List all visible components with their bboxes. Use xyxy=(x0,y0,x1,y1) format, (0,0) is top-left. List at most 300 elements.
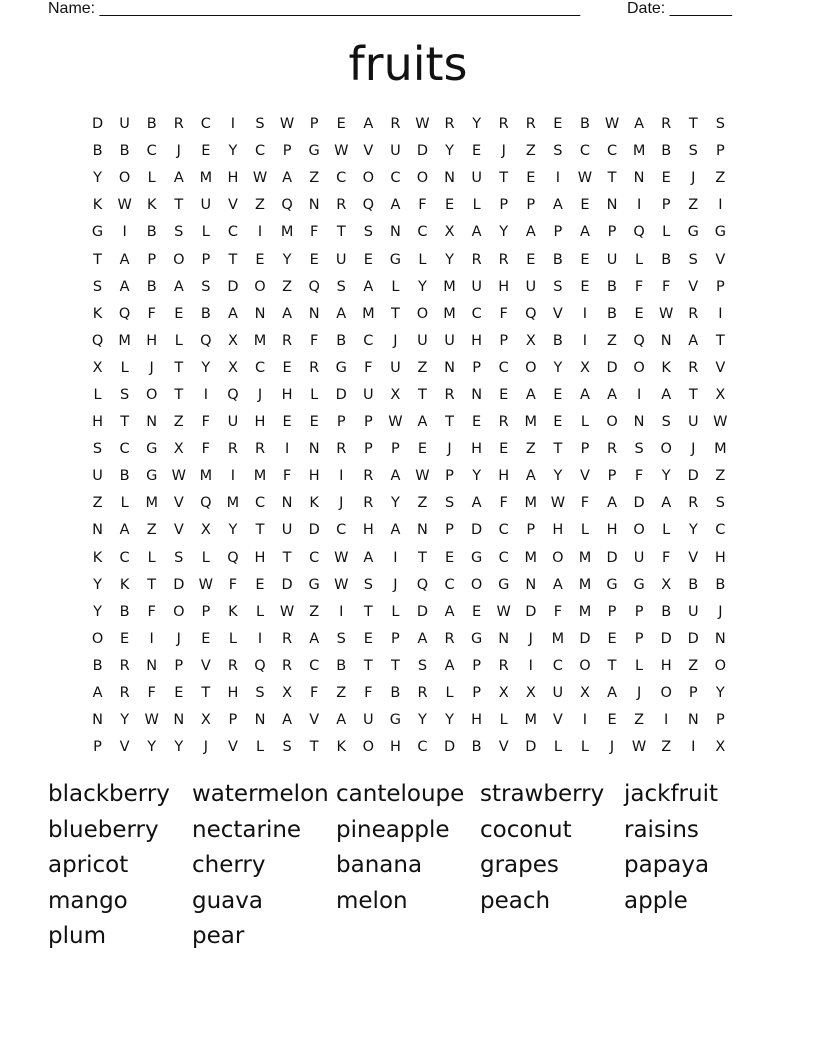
grid-letter: O xyxy=(633,359,645,376)
grid-letter: U xyxy=(552,685,564,702)
grid-letter: J xyxy=(203,739,208,756)
grid-letter: Y xyxy=(688,522,698,539)
grid-letter: S xyxy=(92,278,103,295)
grid-letter: Z xyxy=(525,143,536,160)
grid-letter: H xyxy=(714,549,726,566)
grid-letter: Y xyxy=(661,468,671,485)
word-bank-item: pineapple xyxy=(336,816,450,843)
grid-letter: N xyxy=(308,441,320,458)
grid-letter: M xyxy=(524,549,538,566)
grid-letter: I xyxy=(664,712,669,729)
grid-letter: D xyxy=(173,576,185,593)
grid-letter: E xyxy=(553,414,563,431)
grid-letter: R xyxy=(525,116,536,133)
word-bank-item: pear xyxy=(192,923,245,950)
grid-letter: B xyxy=(552,332,563,349)
grid-letter: O xyxy=(362,170,375,187)
grid-letter: S xyxy=(282,739,292,756)
grid-letter: D xyxy=(606,359,618,376)
grid-letter: N xyxy=(389,224,401,241)
grid-letter: D xyxy=(416,143,429,160)
grid-letter: L xyxy=(635,251,644,268)
grid-letter: P xyxy=(93,739,102,756)
grid-letter: Q xyxy=(254,657,266,674)
grid-letter: M xyxy=(578,576,592,593)
grid-letter: A xyxy=(525,224,536,241)
grid-letter: H xyxy=(498,278,510,295)
grid-letter: V xyxy=(200,657,211,674)
grid-letter: A xyxy=(363,278,374,295)
grid-letter: R xyxy=(606,441,618,458)
grid-letter: T xyxy=(228,251,238,268)
grid-letter: P xyxy=(363,414,373,431)
grid-letter: F xyxy=(662,549,671,566)
grid-row xyxy=(84,382,734,409)
grid-letter: I xyxy=(284,441,290,458)
grid-letter: X xyxy=(525,332,536,349)
grid-letter: X xyxy=(579,359,590,376)
grid-letter: P xyxy=(499,332,509,349)
grid-letter: A xyxy=(417,630,428,647)
grid-letter: W xyxy=(388,414,403,431)
grid-letter: R xyxy=(688,495,699,512)
grid-letter: T xyxy=(445,414,454,431)
grid-letter: M xyxy=(551,630,565,647)
grid-letter: N xyxy=(444,359,455,376)
grid-letter: Y xyxy=(120,712,130,729)
grid-letter: S xyxy=(363,576,373,593)
grid-letter: Q xyxy=(416,576,429,593)
grid-letter: S xyxy=(363,224,373,241)
grid-letter: P xyxy=(445,522,454,539)
grid-letter: F xyxy=(309,685,319,702)
grid-row xyxy=(84,463,734,490)
grid-letter: I xyxy=(582,305,588,322)
grid-letter: S xyxy=(553,143,563,160)
grid-letter: H xyxy=(254,414,266,431)
grid-letter: D xyxy=(227,278,239,295)
grid-letter: E xyxy=(472,143,482,160)
grid-letter: S xyxy=(92,441,103,458)
grid-letter: Q xyxy=(362,197,375,214)
grid-row xyxy=(84,165,734,192)
grid-letter: C xyxy=(579,143,590,160)
grid-letter: I xyxy=(718,197,723,214)
grid-letter: C xyxy=(363,332,374,349)
grid-letter: O xyxy=(145,386,158,403)
grid-row xyxy=(84,436,734,463)
grid-letter: S xyxy=(120,386,130,403)
grid-row xyxy=(84,111,734,138)
grid-letter: C xyxy=(471,305,482,322)
grid-letter: Y xyxy=(93,576,102,593)
grid-letter: D xyxy=(416,603,429,620)
grid-letter: E xyxy=(120,630,130,647)
grid-letter: O xyxy=(714,657,727,674)
grid-letter: T xyxy=(363,603,373,620)
grid-letter: Z xyxy=(255,197,265,214)
grid-letter: X xyxy=(92,359,103,376)
grid-letter: E xyxy=(580,278,590,295)
grid-letter: I xyxy=(339,603,344,620)
grid-letter: R xyxy=(363,495,374,512)
grid-letter: F xyxy=(147,305,156,322)
grid-letter: S xyxy=(255,116,265,133)
grid-letter: A xyxy=(471,495,482,512)
grid-letter: O xyxy=(525,359,537,376)
grid-letter: R xyxy=(444,630,455,647)
grid-letter: K xyxy=(309,495,319,512)
grid-letter: R xyxy=(336,197,347,214)
grid-row xyxy=(84,734,734,761)
grid-letter: A xyxy=(607,495,617,512)
grid-letter: S xyxy=(336,630,346,647)
grid-letter: L xyxy=(635,657,644,674)
grid-letter: P xyxy=(282,143,292,160)
grid-row xyxy=(84,545,734,572)
grid-letter: U xyxy=(471,278,482,295)
grid-letter: Y xyxy=(715,685,725,702)
grid-letter: N xyxy=(714,630,726,647)
grid-letter: E xyxy=(201,630,211,647)
grid-letter: I xyxy=(636,386,642,403)
grid-letter: X xyxy=(579,685,590,702)
grid-letter: S xyxy=(174,224,184,241)
grid-letter: A xyxy=(390,468,401,485)
grid-letter: T xyxy=(120,414,130,431)
grid-letter: D xyxy=(471,522,483,539)
grid-letter: N xyxy=(687,712,699,729)
grid-letter: M xyxy=(118,332,131,349)
grid-letter: W xyxy=(334,143,349,160)
grid-letter: Z xyxy=(715,170,726,187)
grid-letter: C xyxy=(254,359,266,376)
word-bank-item: blueberry xyxy=(48,816,159,843)
grid-letter: A xyxy=(119,278,130,295)
grid-letter: C xyxy=(390,170,401,187)
grid-letter: S xyxy=(255,685,265,702)
grid-letter: E xyxy=(472,414,482,431)
page-title: fruits xyxy=(348,37,468,91)
grid-letter: C xyxy=(336,522,347,539)
grid-letter: S xyxy=(688,251,698,268)
grid-letter: T xyxy=(418,386,427,403)
grid-letter: M xyxy=(714,441,727,458)
grid-letter: P xyxy=(526,197,536,214)
grid-letter: V xyxy=(227,197,238,214)
grid-letter: U xyxy=(606,251,618,268)
grid-letter: G xyxy=(471,630,483,647)
grid-letter: I xyxy=(718,305,723,322)
grid-letter: J xyxy=(257,386,263,403)
grid-letter: C xyxy=(227,224,238,241)
grid-letter: F xyxy=(634,278,644,295)
grid-letter: Q xyxy=(633,332,645,349)
grid-letter: Z xyxy=(634,712,645,729)
grid-letter: A xyxy=(661,495,672,512)
grid-letter: M xyxy=(362,305,375,322)
grid-letter: E xyxy=(634,305,644,322)
grid-letter: E xyxy=(174,305,184,322)
grid-letter: E xyxy=(444,197,455,214)
grid-letter: U xyxy=(525,278,537,295)
grid-letter: D xyxy=(525,603,537,620)
grid-letter: C xyxy=(715,522,726,539)
grid-letter: C xyxy=(444,576,455,593)
grid-letter: V xyxy=(173,495,184,512)
word-bank-item: raisins xyxy=(624,816,699,843)
grid-letter: L xyxy=(93,386,102,403)
grid-letter: O xyxy=(173,603,185,620)
grid-letter: W xyxy=(171,468,186,485)
grid-letter: Q xyxy=(200,332,212,349)
grid-letter: E xyxy=(607,630,617,647)
grid-letter: H xyxy=(552,522,564,539)
word-bank-item: guava xyxy=(192,887,263,914)
word-bank-item: apricot xyxy=(48,852,129,879)
grid-letter: P xyxy=(715,278,725,295)
grid-letter: G xyxy=(146,468,158,485)
grid-letter: W xyxy=(279,603,295,620)
grid-letter: Y xyxy=(93,170,102,187)
grid-letter: X xyxy=(498,685,509,702)
grid-letter: Y xyxy=(445,251,454,268)
grid-letter: R xyxy=(282,332,293,349)
grid-letter: U xyxy=(200,197,212,214)
grid-letter: H xyxy=(606,522,618,539)
word-bank-item: canteloupe xyxy=(336,781,465,807)
grid-letter: E xyxy=(526,251,536,268)
grid-letter: R xyxy=(282,657,293,674)
grid-letter: U xyxy=(444,332,455,349)
grid-letter: E xyxy=(580,197,590,214)
grid-letter: N xyxy=(471,386,483,403)
grid-letter: J xyxy=(691,441,696,458)
grid-letter: H xyxy=(660,657,672,674)
grid-letter: C xyxy=(309,657,320,674)
grid-letter: W xyxy=(631,739,647,756)
grid-letter: B xyxy=(607,278,617,295)
grid-letter: A xyxy=(227,305,238,322)
grid-letter: G xyxy=(498,576,510,593)
grid-letter: T xyxy=(499,170,509,187)
grid-letter: Z xyxy=(715,468,726,485)
grid-letter: F xyxy=(201,441,211,458)
word-bank-item: apple xyxy=(624,887,688,914)
grid-row xyxy=(84,355,734,382)
grid-letter: Y xyxy=(445,712,454,729)
grid-letter: Z xyxy=(309,170,320,187)
grid-letter: T xyxy=(390,305,400,322)
grid-letter: Y xyxy=(499,224,509,241)
grid-letter: I xyxy=(555,170,560,187)
grid-letter: O xyxy=(91,630,104,647)
grid-letter: F xyxy=(662,278,671,295)
grid-letter: M xyxy=(199,468,213,485)
grid-letter: H xyxy=(389,739,401,756)
word-bank-item: plum xyxy=(48,923,106,950)
grid-letter: V xyxy=(363,143,374,160)
grid-letter: Y xyxy=(553,468,563,485)
grid-letter: E xyxy=(499,386,509,403)
grid-letter: B xyxy=(119,143,130,160)
grid-letter: N xyxy=(92,522,103,539)
grid-letter: R xyxy=(363,468,374,485)
grid-letter: X xyxy=(200,712,211,729)
grid-letter: N xyxy=(308,197,320,214)
grid-letter: A xyxy=(119,522,130,539)
grid-letter: E xyxy=(309,414,319,431)
grid-letter: B xyxy=(661,603,672,620)
grid-letter: Y xyxy=(418,278,427,295)
grid-letter: T xyxy=(93,251,102,268)
grid-letter: I xyxy=(149,630,154,647)
grid-letter: J xyxy=(501,143,506,160)
name-line: Name: ______________________________________________________ xyxy=(48,0,581,17)
grid-letter: S xyxy=(661,414,671,431)
grid-letter: L xyxy=(580,522,589,539)
grid-row xyxy=(84,599,734,626)
grid-letter: F xyxy=(364,685,373,702)
grid-letter: H xyxy=(498,468,510,485)
grid-letter: O xyxy=(606,414,618,431)
grid-letter: E xyxy=(282,359,292,376)
grid-letter: E xyxy=(499,441,509,458)
grid-letter: D xyxy=(660,630,672,647)
grid-letter: N xyxy=(281,495,293,512)
grid-letter: E xyxy=(553,116,563,133)
grid-letter: Y xyxy=(390,495,400,512)
grid-letter: R xyxy=(661,116,672,133)
grid-letter: N xyxy=(146,657,158,674)
grid-letter: T xyxy=(607,657,617,674)
grid-letter: U xyxy=(390,143,401,160)
grid-letter: F xyxy=(499,495,508,512)
grid-letter: H xyxy=(227,170,239,187)
grid-letter: R xyxy=(282,630,293,647)
grid-letter: E xyxy=(417,441,428,458)
grid-letter: H xyxy=(471,332,483,349)
grid-letter: C xyxy=(119,549,130,566)
grid-letter: R xyxy=(390,116,401,133)
grid-letter: F xyxy=(499,305,508,322)
grid-letter: I xyxy=(122,224,127,241)
grid-letter: A xyxy=(444,657,455,674)
grid-letter: O xyxy=(470,576,483,593)
grid-letter: E xyxy=(336,116,346,133)
grid-letter: Q xyxy=(227,386,239,403)
grid-letter: L xyxy=(201,224,210,241)
grid-letter: E xyxy=(607,712,617,729)
grid-letter: H xyxy=(146,332,158,349)
word-bank-item: coconut xyxy=(480,816,572,843)
grid-letter: W xyxy=(659,305,674,322)
grid-letter: A xyxy=(282,712,293,729)
grid-letter: Z xyxy=(173,414,184,431)
grid-letter: M xyxy=(578,603,592,620)
grid-letter: L xyxy=(255,739,265,756)
grid-letter: F xyxy=(147,603,156,620)
grid-letter: D xyxy=(687,468,699,485)
grid-letter: O xyxy=(416,170,429,187)
grid-letter: I xyxy=(582,712,588,729)
grid-letter: T xyxy=(309,739,319,756)
grid-letter: X xyxy=(200,522,211,539)
grid-letter: O xyxy=(660,685,672,702)
grid-letter: B xyxy=(92,143,103,160)
grid-letter: X xyxy=(173,441,184,458)
grid-letter: Q xyxy=(281,197,293,214)
grid-letter: W xyxy=(415,468,430,485)
grid-letter: D xyxy=(335,386,347,403)
grid-letter: W xyxy=(577,170,593,187)
grid-letter: A xyxy=(607,685,617,702)
grid-letter: C xyxy=(146,143,157,160)
grid-letter: P xyxy=(634,630,644,647)
grid-letter: Z xyxy=(417,359,428,376)
grid-letter: N xyxy=(444,170,455,187)
grid-letter: Q xyxy=(525,305,537,322)
grid-letter: J xyxy=(691,170,696,187)
grid-letter: P xyxy=(336,414,346,431)
grid-letter: V xyxy=(227,739,238,756)
grid-letter: L xyxy=(662,224,671,241)
grid-letter: I xyxy=(691,739,696,756)
grid-row xyxy=(84,138,734,165)
grid-letter: N xyxy=(92,712,103,729)
grid-letter: C xyxy=(254,143,266,160)
grid-letter: D xyxy=(281,576,293,593)
grid-letter: M xyxy=(253,468,267,485)
grid-letter: C xyxy=(498,549,509,566)
grid-letter: V xyxy=(552,712,563,729)
grid-letter: X xyxy=(227,359,238,376)
grid-letter: B xyxy=(390,685,401,702)
grid-letter: T xyxy=(390,657,400,674)
grid-letter: A xyxy=(173,170,184,187)
grid-letter: H xyxy=(471,712,483,729)
word-bank-item: melon xyxy=(336,887,408,914)
grid-letter: G xyxy=(146,441,158,458)
grid-row xyxy=(84,707,734,734)
grid-letter: V xyxy=(715,359,726,376)
grid-letter: F xyxy=(364,359,373,376)
grid-letter: Z xyxy=(336,685,347,702)
grid-letter: O xyxy=(173,251,185,268)
grid-letter: J xyxy=(393,576,398,593)
grid-letter: A xyxy=(390,197,401,214)
grid-letter: U xyxy=(390,359,401,376)
grid-letter: V xyxy=(498,739,509,756)
grid-letter: A xyxy=(552,576,563,593)
grid-letter: E xyxy=(363,630,373,647)
grid-letter: F xyxy=(309,332,319,349)
grid-letter: P xyxy=(634,603,644,620)
grid-letter: R xyxy=(444,386,455,403)
grid-letter: B xyxy=(336,332,347,349)
grid-letter: X xyxy=(390,386,401,403)
grid-letter: D xyxy=(633,495,645,512)
grid-letter: A xyxy=(363,116,374,133)
grid-letter: G xyxy=(389,251,402,268)
grid-letter: T xyxy=(201,685,211,702)
grid-letter: S xyxy=(201,278,211,295)
grid-letter: E xyxy=(363,251,373,268)
grid-letter: K xyxy=(92,197,103,214)
grid-letter: C xyxy=(200,116,211,133)
grid-letter: K xyxy=(228,603,238,620)
grid-letter: T xyxy=(363,657,373,674)
